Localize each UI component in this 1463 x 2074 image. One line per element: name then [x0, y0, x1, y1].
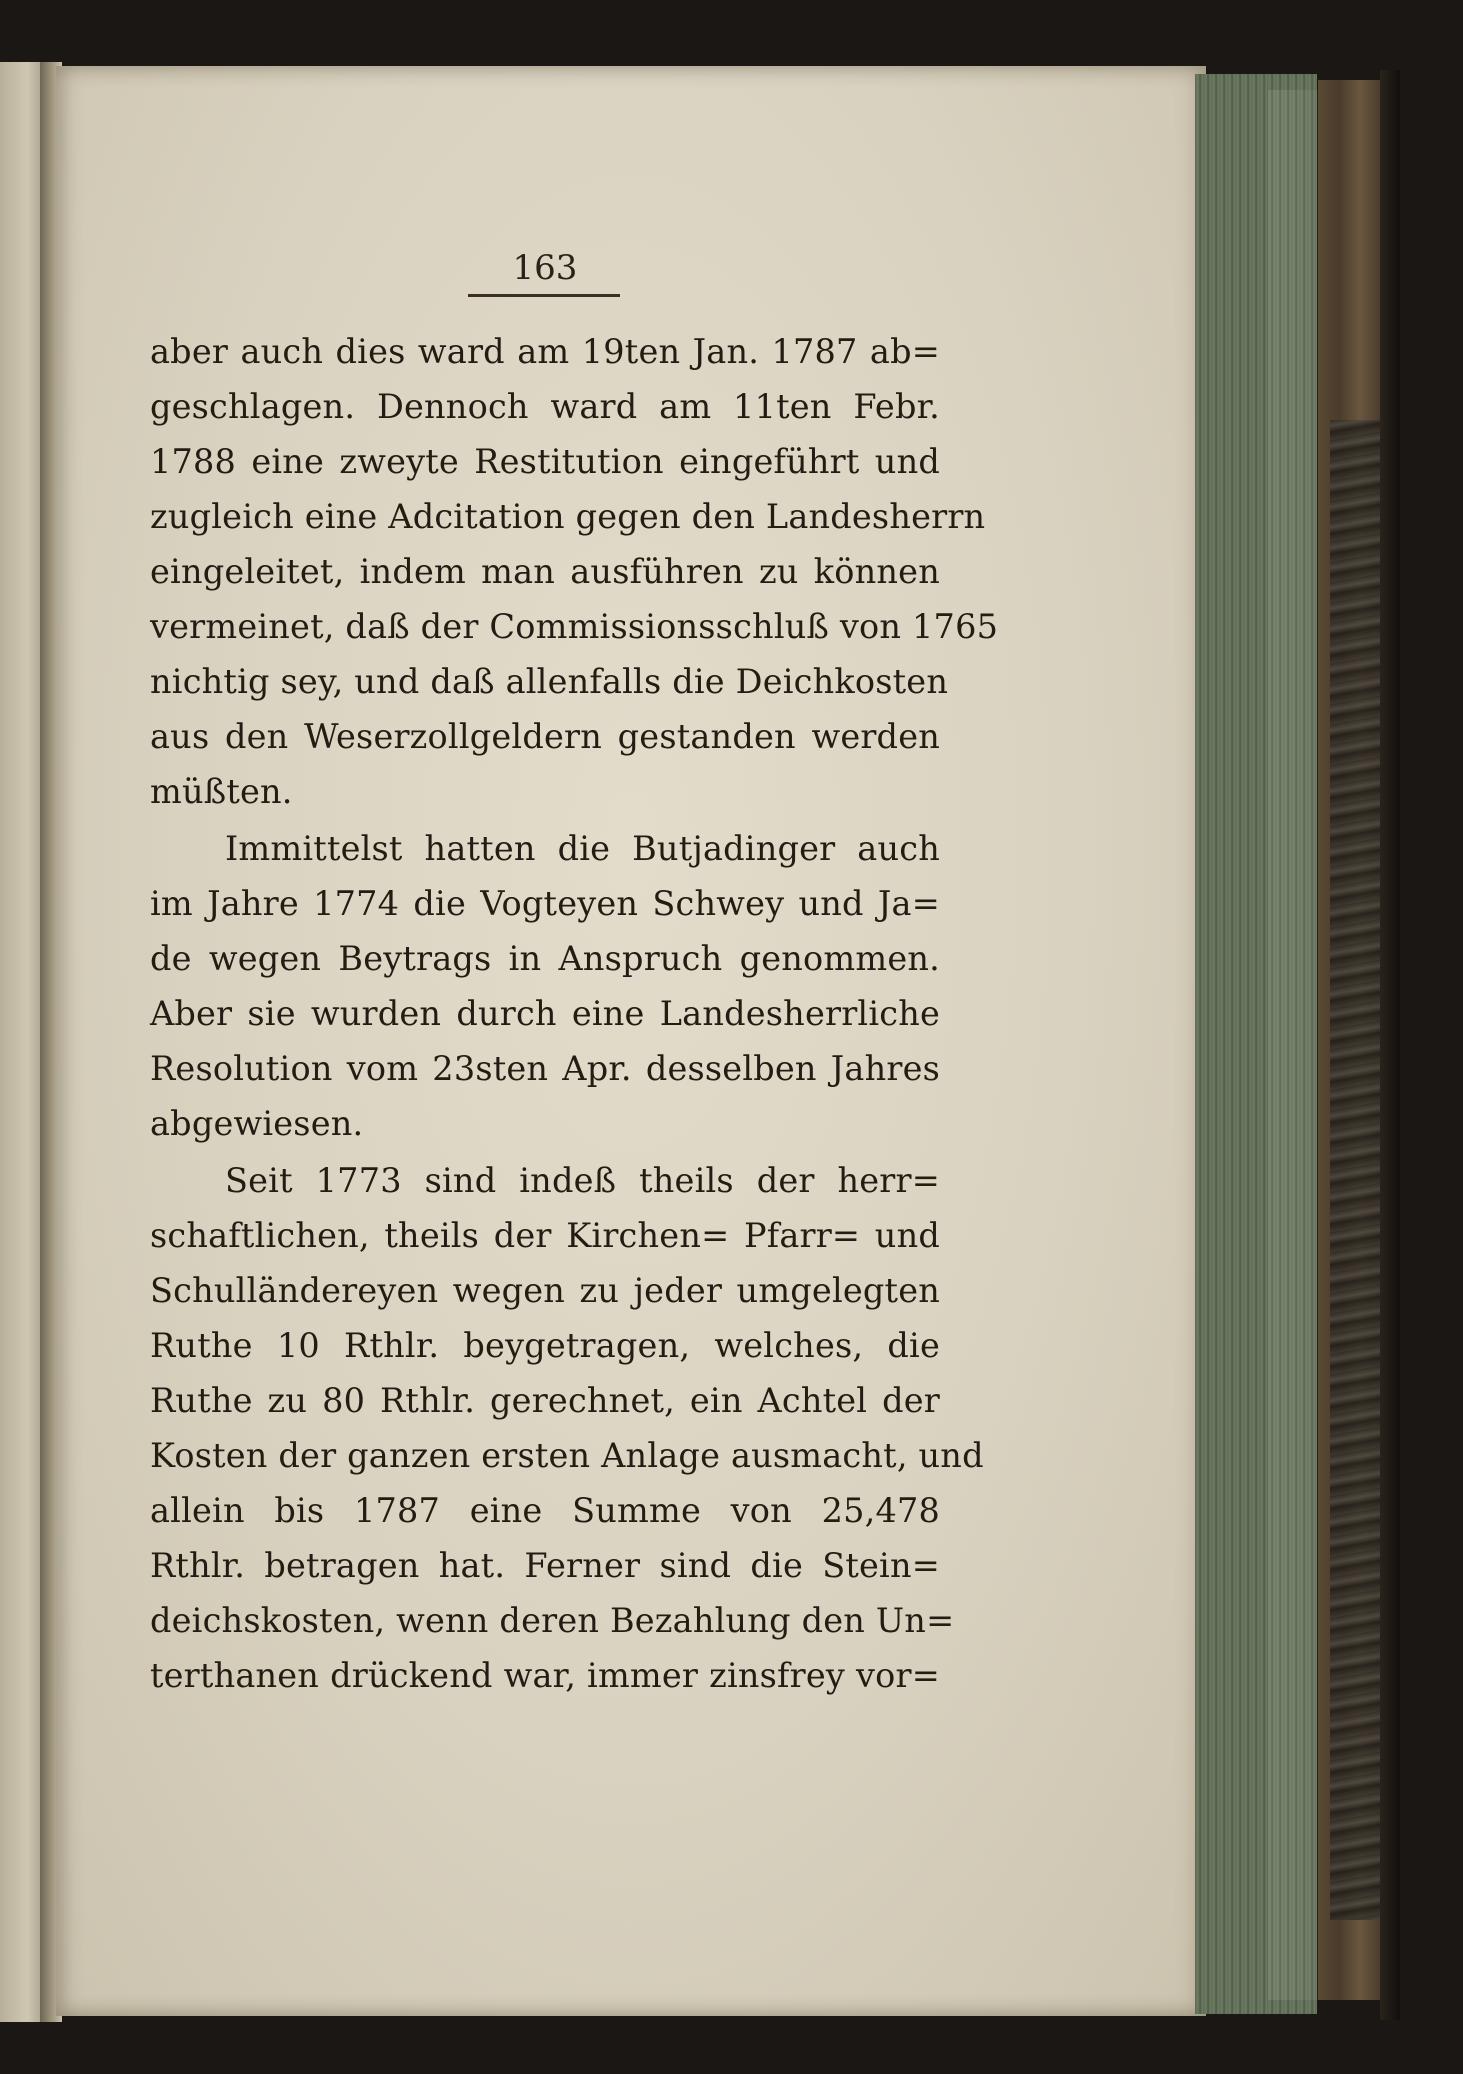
page-number: 163 [512, 248, 578, 288]
fore-edge-highlight [1268, 90, 1318, 2000]
text-line: vermeinet, daß der Commissionsschluß von 1765 [150, 607, 999, 646]
text-line: Ruthe zu 80 Rthlr. gerechnet, ein Achtel der [150, 1381, 940, 1420]
text-line: Ruthe 10 Rthlr. beygetragen, welches, die [150, 1326, 940, 1365]
text-line: müßten. [150, 772, 293, 811]
text-line: geschlagen. Dennoch ward am 11ten Febr. [150, 387, 940, 426]
text-line: abgewiesen. [150, 1104, 364, 1143]
cover-marbling [1330, 420, 1380, 1920]
cover-edge [1380, 70, 1400, 2020]
text-line: zugleich eine Adcitation gegen den Landesherrn [150, 497, 986, 536]
text-line: deichskosten, wenn deren Bezahlung den Un= [150, 1601, 955, 1640]
text-line: Immittelst hatten die Butjadinger auch [225, 829, 940, 868]
text-line: terthanen drückend war, immer zinsfrey vor= [150, 1656, 940, 1695]
text-line: Schulländereyen wegen zu jeder umgelegten [150, 1271, 940, 1310]
text-line: 1788 eine zweyte Restitution eingeführt und [150, 442, 940, 481]
text-line: aber auch dies ward am 19ten Jan. 1787 ab= [150, 332, 940, 371]
text-line: aus den Weserzollgeldern gestanden werden [150, 717, 940, 756]
text-line: Seit 1773 sind indeß theils der herr= [225, 1161, 940, 1200]
text-line: de wegen Beytrags in Anspruch genommen. [150, 939, 940, 978]
header-rule [468, 294, 620, 297]
text-line: im Jahre 1774 die Vogteyen Schwey und Ja= [150, 884, 940, 923]
text-line: allein bis 1787 eine Summe von 25,478 [150, 1491, 940, 1530]
text-line: eingeleitet, indem man ausführen zu können [150, 552, 940, 591]
text-line: nichtig sey, und daß allenfalls die Deichkosten [150, 662, 949, 701]
text-line: schaftlichen, theils der Kirchen= Pfarr= und [150, 1216, 940, 1255]
text-line: Rthlr. betragen hat. Ferner sind die Stein= [150, 1546, 940, 1585]
text-line: Aber sie wurden durch eine Landesherrliche [150, 994, 940, 1033]
text-line: Resolution vom 23sten Apr. desselben Jahres [150, 1049, 940, 1088]
text-line: Kosten der ganzen ersten Anlage ausmacht, und [150, 1436, 984, 1475]
